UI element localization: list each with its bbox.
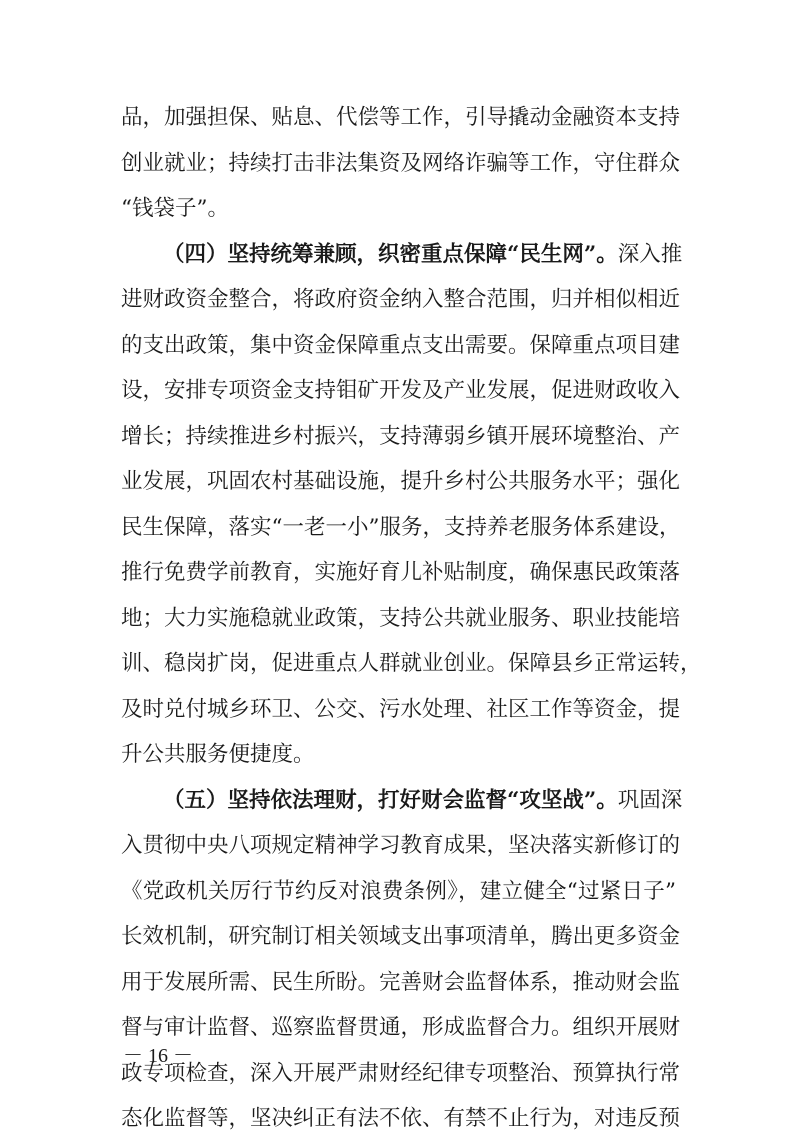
text-line: 创业就业；持续打击非法集资及网络诈骗等工作，守住群众: [121, 150, 681, 176]
text-line: 业发展，巩固农村基础设施，提升乡村公共服务水平；强化: [121, 469, 681, 494]
text-line: 督与审计监督、巡察监督贯通，形成监督合力。组织开展财: [121, 1015, 681, 1040]
text-line: 设，安排专项资金支持钼矿开发及产业发展，促进财政收入: [121, 378, 681, 403]
text-line: 民生保障，落实“一老一小”服务，支持养老服务体系建设，: [121, 514, 681, 540]
text-line: 升公共服务便捷度。: [121, 742, 315, 767]
text-line: [163, 787, 683, 815]
text-line: 增长；持续推进乡村振兴，支持薄弱乡镇开展环境整治、产: [121, 423, 681, 449]
section-heading: （四）坚持统筹兼顾，织密重点保障“民生网”。: [163, 241, 618, 267]
text-line: 推行免费学前教育，实施好育儿补贴制度，确保惠民政策落: [121, 560, 681, 585]
text-line: 品，加强担保、贴息、代偿等工作，引导撬动金融资本支持: [121, 105, 681, 130]
section-text: 巩固深: [617, 787, 683, 813]
section-text: 深入推: [617, 241, 683, 267]
text-line: 长效机制，研究制订相关领域支出事项清单，腾出更多资金: [121, 924, 681, 949]
text-line: 地；大力实施稳就业政策，支持公共就业服务、职业技能培: [121, 605, 681, 631]
text-line: 《党政机关厉行节约反对浪费条例》，建立健全“过紧日子”: [121, 878, 676, 904]
text-line: [163, 241, 683, 269]
page-number: － 16 －: [123, 1045, 193, 1067]
text-line: 入贯彻中央八项规定精神学习教育成果，坚决落实新修订的: [121, 833, 681, 858]
text-line: 态化监督等，坚决纠正有法不依、有禁不止行为，对违反预: [121, 1106, 681, 1131]
text-line: 及时兑付城乡环卫、公交、污水处理、社区工作等资金，提: [121, 696, 681, 722]
text-line: 进财政资金整合，将政府资金纳入整合范围，归并相似相近: [121, 287, 681, 312]
text-line: 训、稳岗扩岗，促进重点人群就业创业。保障县乡正常运转，: [121, 651, 702, 676]
text-line: “钱袋子”。: [121, 196, 229, 221]
text-line: 政专项检查，深入开展严肃财经纪律专项整治、预算执行常: [121, 1060, 681, 1086]
text-line: 用于发展所需、民生所盼。完善财会监督体系，推动财会监: [121, 969, 681, 995]
section-heading: （五）坚持依法理财，打好财会监督“攻坚战”。: [163, 787, 618, 813]
text-line: 的支出政策，集中资金保障重点支出需要。保障重点项目建: [121, 332, 681, 358]
